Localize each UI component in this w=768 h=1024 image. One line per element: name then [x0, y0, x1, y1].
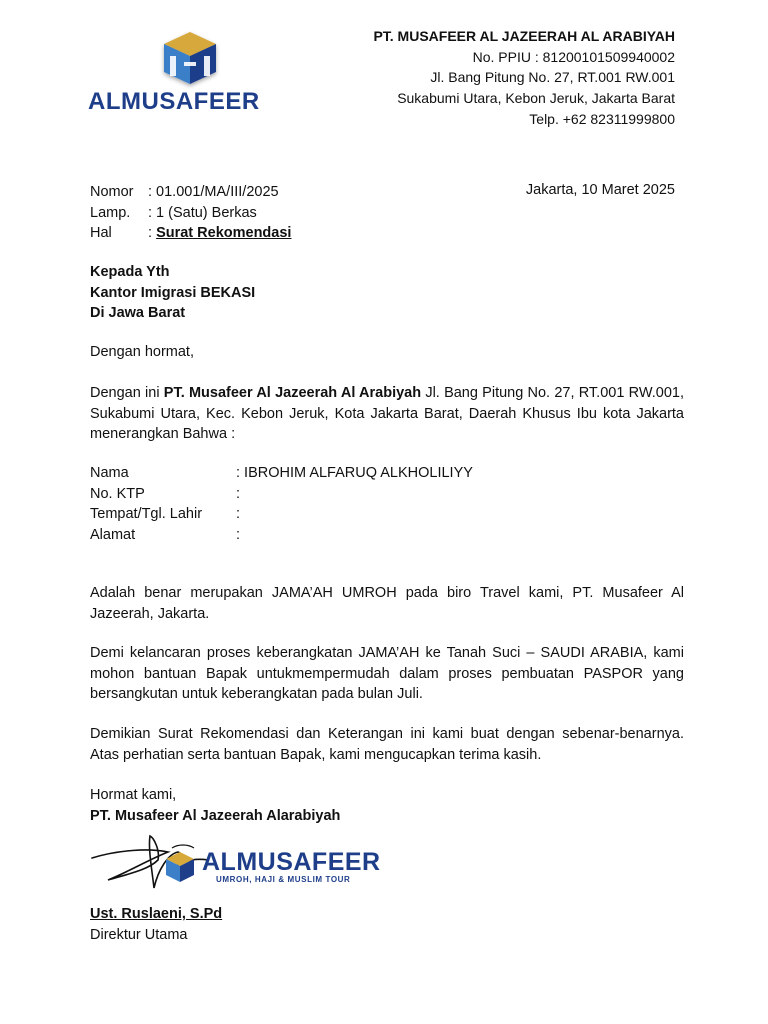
field-row — [90, 504, 473, 525]
field-row — [90, 525, 473, 546]
company-logo — [80, 26, 300, 136]
recipient-line-2: Kantor Imigrasi BEKASI — [90, 284, 256, 301]
intro-paragraph — [90, 383, 684, 445]
address-line-2: Sukabumi Utara, Kebon Jeruk, Jakarta Barat — [397, 90, 675, 107]
kaaba-logo-icon — [80, 26, 300, 96]
lamp-value: : 1 (Satu) Berkas — [148, 204, 257, 221]
recipient-line-1: Kepada Yth — [90, 264, 170, 280]
intro-post: Jl. Bang Pitung No. 27, RT.001 RW.001, Sukabumi Utara, Kec. Kebon Jeruk, Kota Jakarta Barat, Daerah Khusus Ibu kota Jakarta menerangkan Bahwa : — [90, 385, 684, 442]
field-row — [90, 463, 473, 484]
field-label: Tempat/Tgl. Lahir — [90, 506, 203, 522]
greeting: Dengan hormat, — [90, 344, 194, 360]
signer-title: Direktur Utama — [90, 926, 188, 943]
company-info — [373, 26, 675, 130]
statement-paragraph: Adalah benar merupakan JAMA’AH UMROH pada biro Travel kami, PT. Musafeer Al Jazeerah, Jakarta. — [90, 585, 684, 622]
field-row — [90, 484, 473, 505]
field-label: Alamat — [90, 526, 136, 543]
signer-block — [90, 904, 222, 945]
signature-brand-tagline: UMROH, HAJI & MUSLIM TOUR — [216, 875, 351, 884]
field-value: : IBROHIM ALFARUQ ALKHOLILIYY — [236, 465, 473, 481]
ppiu-number: No. PPIU : 81200101509940002 — [472, 48, 675, 65]
lamp-label: Lamp. — [90, 204, 131, 221]
regards-text: Hormat kami, — [90, 787, 177, 803]
hal-separator: : — [148, 225, 157, 241]
field-value: : — [236, 526, 241, 543]
intro-pre: Dengan ini — [90, 385, 164, 401]
signature-stamp-icon — [160, 850, 200, 889]
field-value: : — [236, 485, 241, 502]
kaaba-small-icon — [160, 850, 200, 884]
identity-fields — [90, 463, 473, 545]
nomor-label: Nomor — [90, 184, 134, 200]
recipient-block — [90, 262, 255, 324]
intro-company: PT. Musafeer Al Jazeerah Al Arabiyah — [163, 385, 422, 401]
signature-brand — [202, 848, 381, 884]
request-paragraph: Demi kelancaran proses keberangkatan JAMA’AH ke Tanah Suci – SAUDI ARABIA, kami mohon bantuan Bapak untukmempermudah dalam proses pembuatan PASPOR yang bersangkutan untuk keberangkatan pada bulan Juli. — [90, 645, 684, 702]
logo-wordmark: ALMUSAFEER — [88, 88, 260, 115]
letter-date: Jakarta, 10 Maret 2025 — [525, 182, 675, 198]
signature-brand-name: ALMUSAFEER — [202, 848, 381, 876]
field-label: Nama — [90, 465, 129, 481]
field-value: : — [236, 506, 241, 522]
address-line-1: Jl. Bang Pitung No. 27, RT.001 RW.001 — [430, 69, 675, 86]
nomor-value: : 01.001/MA/III/2025 — [148, 184, 279, 200]
signer-name: Ust. Ruslaeni, S.Pd — [90, 906, 223, 922]
signature-company: PT. Musafeer Al Jazeerah Alarabiyah — [90, 807, 341, 824]
hal-label: Hal — [90, 225, 112, 241]
field-label: No. KTP — [90, 485, 145, 502]
regards-block — [90, 785, 340, 826]
company-name: PT. MUSAFEER AL JAZEERAH AL ARABIYAH — [373, 28, 675, 44]
letter-meta — [90, 182, 291, 244]
phone-number: Telp. +62 82311999800 — [529, 110, 675, 127]
closing-paragraph: Demikian Surat Rekomendasi dan Keterangan ini kami buat dengan sebenar-benarnya. Atas perhatian serta bantuan Bapak, kami mengucapkan terima kasih. — [90, 726, 684, 763]
recipient-line-3: Di Jawa Barat — [90, 305, 186, 321]
hal-value: Surat Rekomendasi — [156, 225, 292, 241]
